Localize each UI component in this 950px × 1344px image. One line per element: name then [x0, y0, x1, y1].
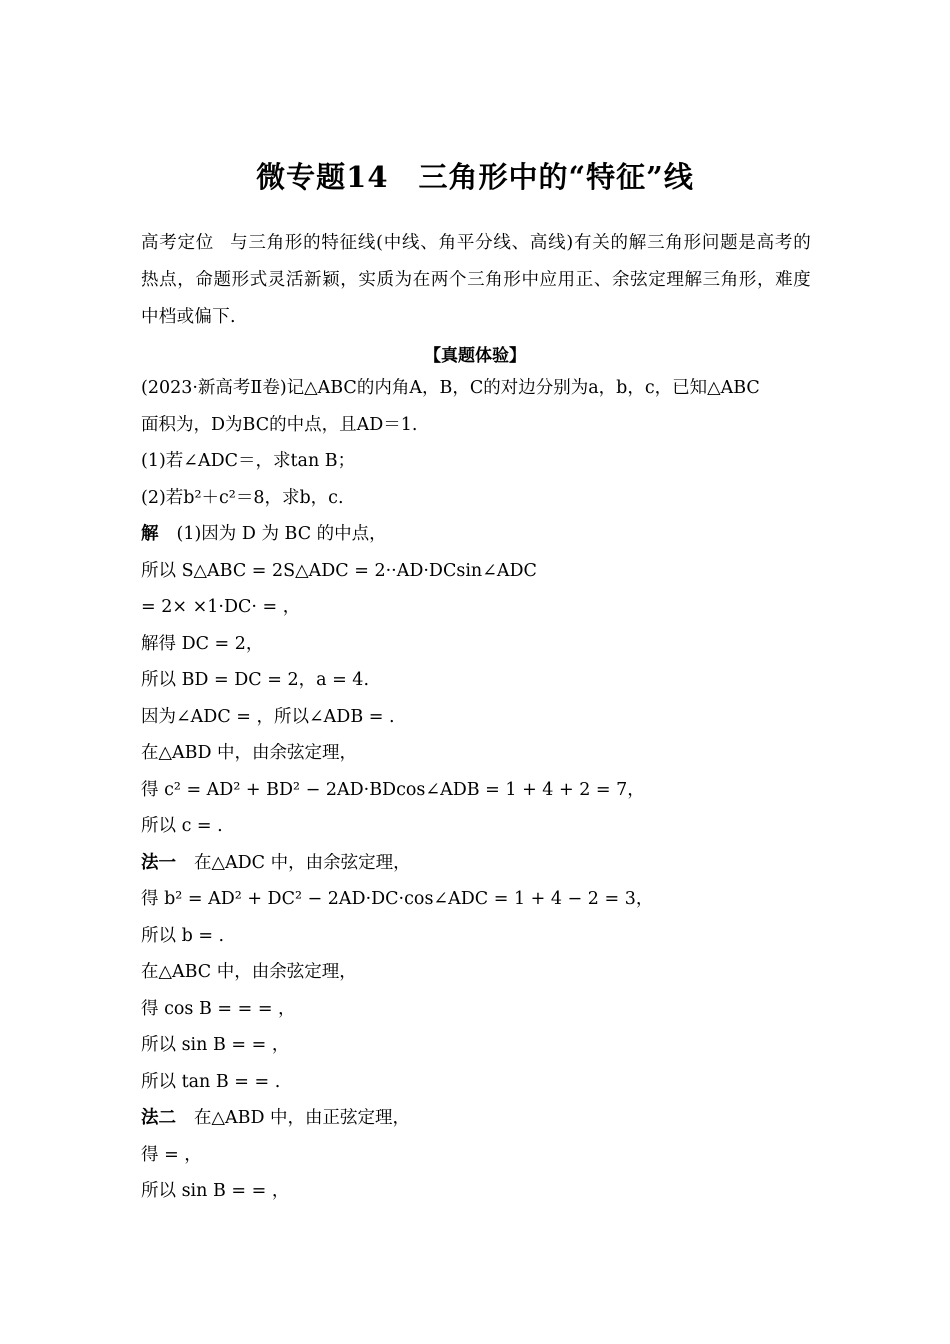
solution-line [141, 516, 816, 553]
problem-line-2: 面积为，D为BC的中点，且AD＝1. [141, 414, 418, 435]
method2-line: 所以 sin B = = ， [141, 1181, 290, 1201]
method1-line: 在△ABC 中，由余弦定理， [141, 962, 357, 982]
solution-line: 所以 BD = DC = 2，a = 4. [141, 670, 370, 690]
section-heading: 【真题体验】 [424, 346, 526, 366]
method1-line: 得 b² = AD² + DC² − 2AD·DC·cos∠ADC = 1 + 4 − 2 = 3， [141, 889, 654, 909]
method1-label: 法一 [141, 852, 176, 873]
solution-line: 得 c² = AD² + BD² − 2AD·BDcos∠ADB = 1 + 4 + 2 = 7， [141, 779, 645, 800]
page-title: 微专题14 三角形中的“特征”线 [256, 160, 694, 194]
question-1: (1)若∠ADC＝，求tan B； [141, 451, 356, 471]
method1-line: 所以 sin B = = ， [141, 1035, 290, 1055]
solution-line: 所以 S△ABC = 2S△ADC = 2··AD·DCsin∠ADC [141, 560, 537, 581]
intro-label: 高考定位 [141, 233, 215, 253]
method2-label: 法二 [141, 1108, 176, 1128]
method1-line: 所以 tan B = = . [141, 1071, 281, 1092]
solution-line: 解得 DC = 2， [141, 633, 264, 654]
solution-text: (1)因为 D 为 BC 的中点， [176, 524, 387, 544]
solution-line: 所以 c = . [141, 816, 223, 836]
method1-line [141, 845, 816, 882]
solution-line: 因为∠ADC = ，所以∠ADB = . [141, 706, 395, 727]
method2-line [141, 1100, 816, 1137]
method1-line: 得 cos B = = = ， [141, 998, 296, 1019]
method1-text: 在△ADC 中，由余弦定理， [194, 852, 411, 873]
solution-label: 解 [141, 524, 159, 544]
method1-line: 所以 b = . [141, 925, 225, 946]
problem-body [141, 370, 816, 1210]
solution-line: 在△ABD 中，由余弦定理， [141, 743, 358, 763]
method2-line: 得 = ， [141, 1144, 202, 1165]
solution-line: = 2× ×1·DC· = ， [141, 597, 301, 617]
intro-text: 与三角形的特征线(中线、角平分线、高线)有关的解三角形问题是高考的热点，命题形式灵活新颖，实质为在两个三角形中应用正、余弦定理解三角形，难度中档或偏下. [141, 233, 811, 327]
method2-text: 在△ABD 中，由正弦定理， [194, 1108, 411, 1128]
intro-paragraph [141, 225, 811, 336]
question-2: (2)若b²＋c²＝8，求b，c. [141, 487, 344, 508]
problem-line-1: (2023·新高考Ⅱ卷)记△ABC的内角A，B，C的对边分别为a，b，c，已知△ABC [141, 378, 760, 398]
